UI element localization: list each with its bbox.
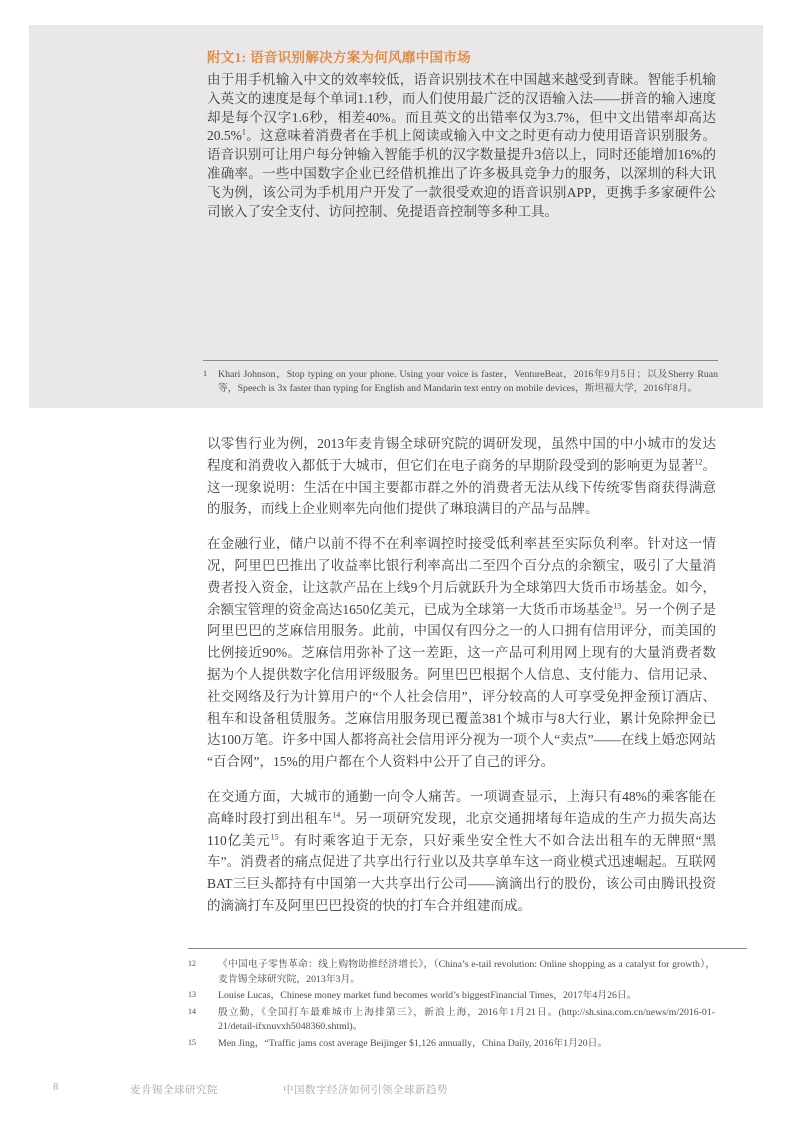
footnote-text: 殷立勤，《全国打车最难城市上海排第三》，新浪上海，2016年1月21日。(http://sh.sina.com.cn/news/m/2016-01-21/detail-ifxnuvxh5048360.shtml)。 [218, 1006, 715, 1033]
callout-footnote-block [203, 360, 718, 396]
footnote-number: 14 [188, 1006, 196, 1016]
callout-box [29, 25, 763, 408]
main-text-column [207, 433, 716, 930]
footnote-text: Men Jing，“Traffic jams cost average Beijinger $1,126 annually，China Daily, 2016年1月20日。 [218, 1037, 608, 1049]
footnote-text: Khari Johnson，Stop typing on your phone. Using your voice is faster，VentureBeat，2016年9月5日；以及Sherry Ruan等，Speech is 3x faster than typing for English and Mandarin text entry on mobile devices，斯坦福大学，2016年8月。 [218, 369, 718, 394]
footnote-number: 13 [188, 990, 196, 1000]
page-number: 8 [53, 1082, 59, 1093]
footnote-number: 12 [188, 959, 196, 968]
footnote-text: 《中国电子零售革命：线上购物助推经济增长》，（China’s e-tail revolution: Online shopping as a catalyst for growth），麦肯锡全球研究院，2013年3月。 [218, 959, 715, 985]
callout-body-paragraph: 由于用手机输入中文的效率较低，语音识别技术在中国越来越受到青睐。智能手机输入英文的速度是每个单词1.1秒，而人们使用最广泛的汉语输入法——拼音的输入速度却是每个汉字1.6秒，相差40%。而且英文的出错率仅为3.7%，但中文出错率却高达20.5%$^1$。这意味着消费者在手机上阅读或输入中文之时更有动力使用语音识别服务。语音识别可让用户每分钟输入智能手机的汉字数量提升3倍以上，同时还能增加16%的准确率。一些中国数字企业已经借机推出了许多极具竞争力的服务，以深圳的科大讯飞为例，该公司为手机用户开发了一款很受欢迎的语音识别APP，更携手多家硬件公司嵌入了安全支付、访问控制、免提语音控制等多种工具。 [207, 72, 716, 219]
paragraph-finance: 在金融行业，储户以前不得不在利率调控时接受低利率甚至实际负利率。针对这一情况，阿里巴巴推出了收益率比银行利率高出二至四个百分点的余额宝，吸引了大量消费者投入资金，让这款产品在上线9个月后就跃升为全球第四大货币市场基金。如今，余额宝管理的资金高达1650亿美元，已成为全球第一大货币市场基金$^{13}$。另一个例子是阿里巴巴的芝麻信用服务。此前，中国仅有四分之一的人口拥有信用评分，而美国的比例接近90%。芝麻信用弥补了这一差距，这一产品可利用网上现有的大量消费者数据为个人提供数字化信用评级服务。阿里巴巴根据个人信息、支付能力、信用记录、社交网络及行为计算用户的“个人社会信用”，评分较高的人可享受免押金预订酒店、租车和设备租赁服务。芝麻信用服务现已覆盖381个城市与8大行业，累计免除押金已达100万笔。许多中国人都将高社会信用评分视为一项个人“卖点”——在线上婚恋网站“百合网”，15%的用户都在个人资料中公开了自己的评分。 [207, 536, 717, 770]
footnote-number: 1 [203, 369, 207, 378]
page-footer [0, 1082, 793, 1102]
footnote-item [188, 1037, 715, 1052]
footnotes-divider [188, 948, 747, 949]
footnote-item [188, 958, 715, 987]
callout-footnote-divider [203, 360, 718, 361]
footnote-item [188, 989, 715, 1004]
paragraph-transport: 在交通方面，大城市的通勤一向令人痛苦。一项调查显示，上海只有48%的乘客能在高峰时段打到出租车$^{14}$。另一项研究发现，北京交通拥堵每年造成的生产力损失高达110亿美元$^{15}$。有时乘客迫于无奈，只好乘坐安全性大不如合法出租车的无牌照“黑车”。消费者的痛点促进了共享出行行业以及共享单车这一商业模式迅速崛起。互联网BAT三巨头都持有中国第一大共享出行公司——滴滴出行的股份，该公司由腾讯投资的滴滴打车及阿里巴巴投资的快的打车合并组建而成。 [207, 788, 716, 913]
footnote-item [188, 1006, 715, 1035]
callout-footnote-item [203, 368, 718, 396]
paragraph-retail: 以零售行业为例，2013年麦肯锡全球研究院的调研发现，虽然中国的中小城市的发达程度和消费收入都低于大城市，但它们在电子商务的早期阶段受到的影响更为显著$^{12}$。这一现象说明：生活在中国主要都市群之外的消费者无法从线下传统零售商获得满意的服务，而线上企业则率先向他们提供了琳琅满目的产品与品牌。 [207, 436, 717, 517]
callout-title: 附文1: 语音识别解决方案为何风靡中国市场 [207, 50, 471, 65]
footnote-number: 15 [188, 1037, 196, 1047]
callout-content [207, 46, 716, 221]
footer-report-title: 中国数字经济如何引领全球新趋势 [283, 1085, 448, 1096]
footnotes-section [188, 948, 747, 1054]
footnote-text: Louise Lucas，Chinese money market fund becomes world’s biggestFinancial Times，2017年4月26日。 [218, 990, 637, 1002]
footer-institution: 麦肯锡全球研究院 [130, 1085, 218, 1096]
